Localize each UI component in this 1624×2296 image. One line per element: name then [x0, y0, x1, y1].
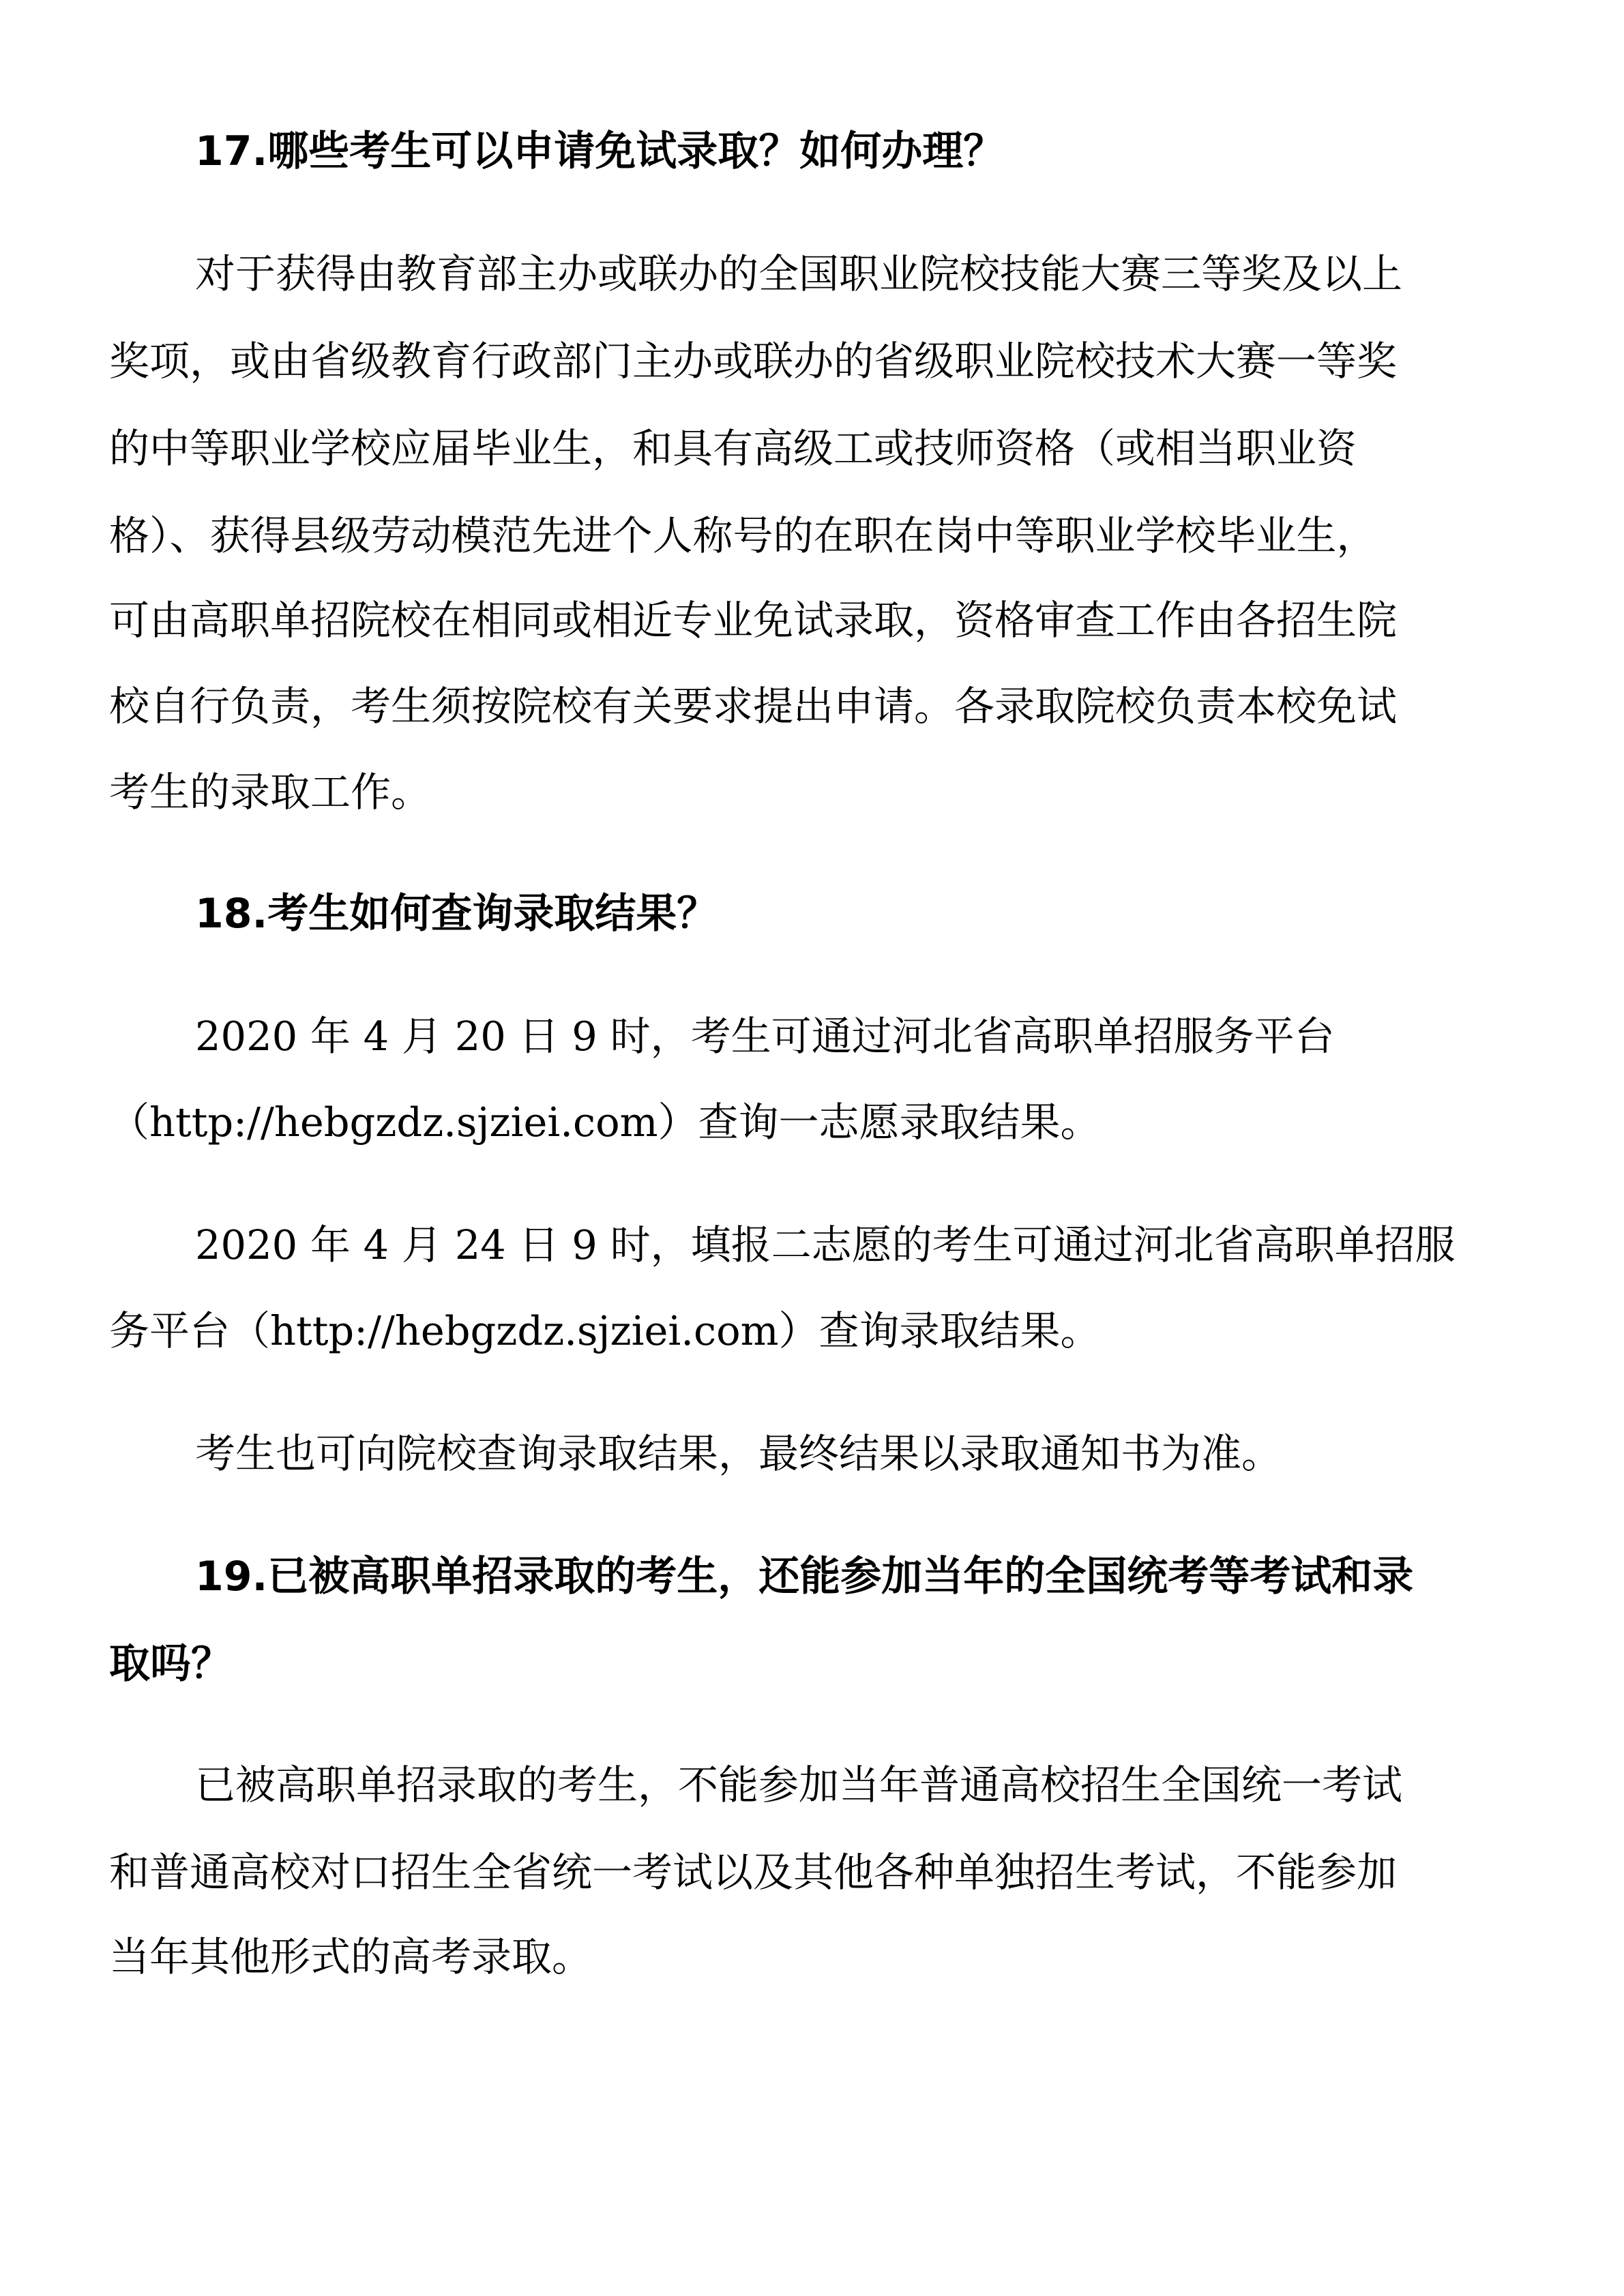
paragraph-line: 奖项，或由省级教育行政部门主办或联办的省级职业院校技术大赛一等奖 [109, 338, 1398, 385]
section-heading: 17.哪些考生可以申请免试录取？如何办理？ [195, 128, 1005, 175]
paragraph-line: （http://hebgzdz.sjziei.com）查询一志愿录取结果。 [109, 1099, 1101, 1146]
paragraph-line: 校自行负责，考生须按院校有关要求提出申请。各录取院校负责本校免试 [109, 683, 1398, 730]
section-heading: 19.已被高职单招录取的考生，还能参加当年的全国统考等考试和录 [195, 1553, 1414, 1600]
paragraph-line: 2020 年 4 月 20 日 9 时，考生可通过河北省高职单招服务平台 [195, 1013, 1335, 1060]
paragraph-line: 当年其他形式的高考录取。 [109, 1933, 593, 1980]
paragraph-line: 可由高职单招院校在相同或相近专业免试录取，资格审查工作由各招生院 [109, 597, 1398, 644]
paragraph-line: 和普通高校对口招生全省统一考试以及其他各种单独招生考试，不能参加 [109, 1849, 1398, 1896]
paragraph-line: 2020 年 4 月 24 日 9 时，填报二志愿的考生可通过河北省高职单招服 [195, 1221, 1456, 1268]
paragraph-line: 对于获得由教育部主办或联办的全国职业院校技能大赛三等奖及以上 [195, 250, 1403, 297]
paragraph-line: 考生的录取工作。 [109, 769, 432, 816]
paragraph-line: 已被高职单招录取的考生，不能参加当年普通高校招生全国统一考试 [195, 1761, 1403, 1808]
section-heading: 18.考生如何查询录取结果？ [195, 890, 718, 938]
paragraph-line: 务平台（http://hebgzdz.sjziei.com）查询录取结果。 [109, 1307, 1101, 1354]
paragraph-line: 格）、获得县级劳动模范先进个人称号的在职在岗中等职业学校毕业生， [109, 512, 1377, 559]
paragraph-line: 的中等职业学校应届毕业生，和具有高级工或技师资格（或相当职业资 [109, 425, 1357, 472]
paragraph-line: 考生也可向院校查询录取结果，最终结果以录取通知书为准。 [195, 1430, 1282, 1477]
section-heading: 取吗？ [109, 1640, 232, 1688]
